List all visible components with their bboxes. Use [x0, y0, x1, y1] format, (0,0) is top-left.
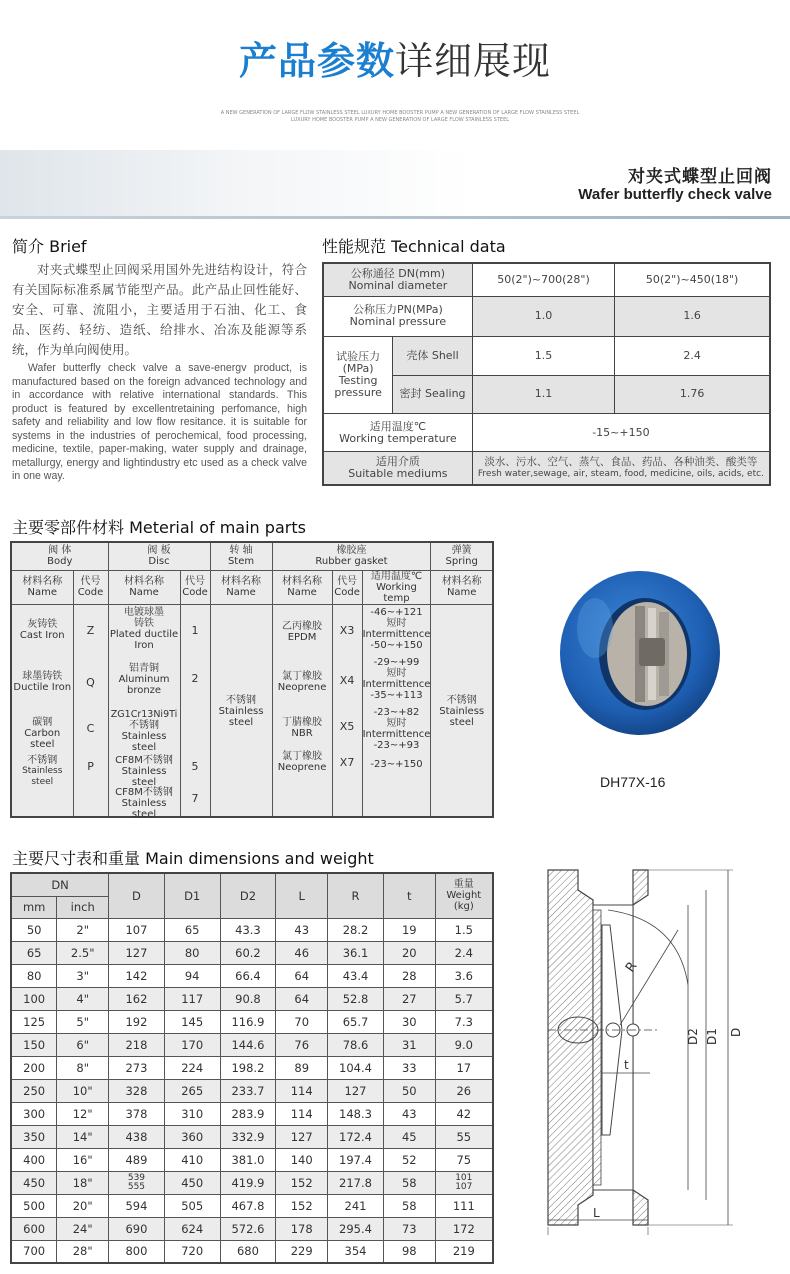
dims-cell-mm: 100	[11, 987, 57, 1010]
dims-cell-d2: 198.2	[220, 1056, 276, 1079]
dims-cell-t: 98	[383, 1240, 435, 1263]
tech-dn-b: 50(2")~450(18")	[615, 263, 770, 296]
tech-seal-label: 密封 Sealing	[393, 375, 473, 413]
tech-shell-a: 1.5	[472, 337, 614, 375]
dims-cell-d1: 450	[164, 1171, 220, 1194]
dims-cell-d1: 117	[164, 987, 220, 1010]
tech-table	[322, 262, 771, 486]
product-name-cn: 对夹式蝶型止回阀	[628, 167, 772, 187]
dims-cell-r: 65.7	[328, 1010, 384, 1033]
dims-cell-l: 152	[276, 1171, 328, 1194]
dims-cell-d2: 381.0	[220, 1148, 276, 1171]
dims-cell-inch: 2"	[57, 918, 109, 941]
parts-group-disc: 阀 板 Disc	[108, 542, 210, 570]
dims-cell-d2: 680	[220, 1240, 276, 1263]
dims-col-dn: DN	[11, 873, 109, 896]
dims-cell-r: 78.6	[328, 1033, 384, 1056]
tech-pn-b: 1.6	[615, 296, 770, 336]
tech-shell-label: 壳体 Shell	[393, 337, 473, 375]
dims-cell-inch: 20"	[57, 1194, 109, 1217]
dims-cell-d1: 170	[164, 1033, 220, 1056]
dims-col-mm: mm	[11, 896, 57, 918]
dims-cell-mm: 80	[11, 964, 57, 987]
dims-cell-weight: 17	[435, 1056, 493, 1079]
dims-cell-l: 76	[276, 1033, 328, 1056]
dims-col-d1: D1	[164, 873, 220, 918]
dims-cell-mm: 250	[11, 1079, 57, 1102]
valve-model: DH77X-16	[600, 774, 666, 790]
dims-cell-mm: 600	[11, 1217, 57, 1240]
dims-cell-inch: 4"	[57, 987, 109, 1010]
dims-cell-mm: 50	[11, 918, 57, 941]
tech-dn-a: 50(2")~700(28")	[472, 263, 614, 296]
dims-cell-t: 30	[383, 1010, 435, 1033]
dims-cell-l: 43	[276, 918, 328, 941]
dims-col-d2: D2	[220, 873, 276, 918]
dims-cell-d: 438	[109, 1125, 165, 1148]
dims-cell-r: 52.8	[328, 987, 384, 1010]
dims-cell-r: 354	[328, 1240, 384, 1263]
dims-cell-l: 70	[276, 1010, 328, 1033]
valve-illustration	[555, 568, 725, 738]
dims-cell-weight: 75	[435, 1148, 493, 1171]
parts-body-names: 灰铸铁 Cast Iron 球墨铸铁 Ductile Iron 碳钢 Carbon steel 不锈钢 Stainless steel	[11, 604, 73, 817]
tech-seal-b: 1.76	[615, 375, 770, 413]
dims-cell-t: 33	[383, 1056, 435, 1079]
banner-divider	[0, 216, 790, 219]
dims-cell-d1: 624	[164, 1217, 220, 1240]
dims-cell-weight: 5.7	[435, 987, 493, 1010]
dims-cell-d: 127	[109, 941, 165, 964]
dims-cell-mm: 300	[11, 1102, 57, 1125]
dims-cell-d: 107	[109, 918, 165, 941]
parts-disc-names: 电镀球墨 铸铁 Plated ductile Iron 铝青铜 Aluminum bronze ZG1Cr13Ni9Ti 不锈钢 Stainless steel CF8M不锈钢 Stainless steel CF8M不锈钢 Stainless steel	[108, 604, 180, 817]
dims-heading: 主要尺寸表和重量 Main dimensions and weight	[12, 849, 374, 868]
tech-heading: 性能规范 Technical data	[322, 237, 506, 256]
dims-cell-r: 172.4	[328, 1125, 384, 1148]
dims-cell-inch: 24"	[57, 1217, 109, 1240]
dims-cell-t: 19	[383, 918, 435, 941]
dims-cell-d: 378	[109, 1102, 165, 1125]
dims-cell-d: 162	[109, 987, 165, 1010]
parts-table	[10, 541, 494, 818]
dims-cell-d: 142	[109, 964, 165, 987]
parts-stem: 不锈钢 Stainless steel	[210, 604, 272, 817]
dims-cell-t: 73	[383, 1217, 435, 1240]
table-row	[11, 1056, 493, 1079]
dims-cell-t: 52	[383, 1148, 435, 1171]
table-row	[11, 1079, 493, 1102]
table-row	[11, 1240, 493, 1263]
dims-cell-d1: 80	[164, 941, 220, 964]
dims-cell-d: 218	[109, 1033, 165, 1056]
dims-col-r: R	[328, 873, 384, 918]
parts-group-spring: 弹簧 Spring	[431, 542, 493, 570]
dims-cell-d1: 94	[164, 964, 220, 987]
dim-t-label: t	[624, 1058, 629, 1072]
dims-cell-t: 45	[383, 1125, 435, 1148]
parts-heading: 主要零部件材料 Meterial of main parts	[12, 518, 306, 537]
dims-cell-inch: 18"	[57, 1171, 109, 1194]
dims-cell-t: 28	[383, 964, 435, 987]
dims-cell-d1: 310	[164, 1102, 220, 1125]
dims-cell-t: 50	[383, 1079, 435, 1102]
tagline	[120, 110, 680, 124]
dims-cell-d2: 60.2	[220, 941, 276, 964]
dims-cell-t: 58	[383, 1194, 435, 1217]
dims-cell-d: 594	[109, 1194, 165, 1217]
dims-cell-d1: 360	[164, 1125, 220, 1148]
dims-cell-l: 152	[276, 1194, 328, 1217]
dim-d2-label: D2	[686, 1028, 700, 1045]
parts-col-temp: 适用温度℃ Working temp	[362, 570, 431, 604]
parts-gasket-names: 乙丙橡胶 EPDM 氯丁橡胶 Neoprene 丁腈橡胶 NBR 氯丁橡胶 Neoprene	[272, 604, 332, 817]
dims-cell-r: 295.4	[328, 1217, 384, 1240]
dims-cell-t: 58	[383, 1171, 435, 1194]
dims-cell-mm: 350	[11, 1125, 57, 1148]
dims-rows	[11, 918, 493, 1263]
parts-disc-codes: 1 2 5 7	[180, 604, 210, 817]
dims-cell-weight: 9.0	[435, 1033, 493, 1056]
product-name-en: Wafer butterfly check valve	[578, 186, 772, 203]
dims-cell-l: 229	[276, 1240, 328, 1263]
parts-col-code: 代号 Code	[73, 570, 108, 604]
parts-col-name: 材料名称 Name	[272, 570, 332, 604]
dims-cell-inch: 12"	[57, 1102, 109, 1125]
tech-pn-label: 公称压力PN(MPa) Nominal pressure	[323, 296, 472, 336]
dims-col-l: L	[276, 873, 328, 918]
dims-cell-inch: 28"	[57, 1240, 109, 1263]
tech-shell-b: 2.4	[615, 337, 770, 375]
dims-cell-mm: 125	[11, 1010, 57, 1033]
parts-col-name: 材料名称 Name	[11, 570, 73, 604]
dims-cell-inch: 16"	[57, 1148, 109, 1171]
dims-cell-d2: 283.9	[220, 1102, 276, 1125]
dims-cell-weight: 55	[435, 1125, 493, 1148]
dims-cell-d1: 720	[164, 1240, 220, 1263]
tech-pn-a: 1.0	[472, 296, 614, 336]
table-row	[11, 941, 493, 964]
tech-test-label: 试验压力 (MPa) Testing pressure	[323, 337, 393, 414]
tech-media-label: 适用介质 Suitable mediums	[323, 452, 472, 485]
dims-cell-mm: 500	[11, 1194, 57, 1217]
dims-cell-t: 43	[383, 1102, 435, 1125]
dims-cell-mm: 400	[11, 1148, 57, 1171]
dims-cell-r: 43.4	[328, 964, 384, 987]
parts-col-name: 材料名称 Name	[431, 570, 493, 604]
valve-section-svg	[538, 865, 778, 1235]
dims-cell-d2: 43.3	[220, 918, 276, 941]
brief-text-en: Wafer butterfly check valve a save-energv product, is manufactured based on the foreign advanced technology and in accordance with relative international standards. This product is featured by excellentretaining perfomance, high safety and reliability and low flow resitance. it is suitable for systems in the industries of perochemical, food processing, medicine, textile, paper-making, water supply and drainage, metallurgy, energy and lightindustry etc used as a check valve in one way.	[12, 362, 307, 482]
dims-cell-d: 192	[109, 1010, 165, 1033]
table-row	[11, 1033, 493, 1056]
dims-cell-d2: 419.9	[220, 1171, 276, 1194]
dims-cell-weight: 172	[435, 1217, 493, 1240]
dims-cell-inch: 14"	[57, 1125, 109, 1148]
table-row	[11, 964, 493, 987]
parts-spring: 不锈钢 Stainless steel	[431, 604, 493, 817]
parts-col-name: 材料名称 Name	[108, 570, 180, 604]
parts-col-name: 材料名称 Name	[210, 570, 272, 604]
dims-cell-t: 20	[383, 941, 435, 964]
table-row	[11, 987, 493, 1010]
dims-cell-weight: 101 107	[435, 1171, 493, 1194]
dims-cell-inch: 10"	[57, 1079, 109, 1102]
dims-cell-weight: 2.4	[435, 941, 493, 964]
parts-gasket-codes: X3 X4 X5 X7	[332, 604, 362, 817]
dims-cell-r: 241	[328, 1194, 384, 1217]
dims-cell-d1: 265	[164, 1079, 220, 1102]
dims-cell-l: 114	[276, 1102, 328, 1125]
dims-cell-r: 197.4	[328, 1148, 384, 1171]
section-drawing	[538, 865, 778, 1235]
dims-cell-weight: 26	[435, 1079, 493, 1102]
dims-cell-inch: 2.5"	[57, 941, 109, 964]
dims-cell-d2: 572.6	[220, 1217, 276, 1240]
dims-cell-t: 31	[383, 1033, 435, 1056]
dims-cell-d1: 65	[164, 918, 220, 941]
dims-cell-l: 114	[276, 1079, 328, 1102]
dims-cell-r: 36.1	[328, 941, 384, 964]
dims-cell-d: 539 555	[109, 1171, 165, 1194]
table-row	[11, 1010, 493, 1033]
parts-group-stem: 转 轴 Stem	[210, 542, 272, 570]
dims-col-d: D	[109, 873, 165, 918]
dims-col-weight: 重量 Weight (kg)	[435, 873, 493, 918]
dims-cell-mm: 200	[11, 1056, 57, 1079]
tech-temp-value: -15~+150	[472, 413, 770, 451]
dims-cell-l: 127	[276, 1125, 328, 1148]
table-row	[11, 1217, 493, 1240]
table-row	[11, 1125, 493, 1148]
dims-cell-l: 64	[276, 964, 328, 987]
dims-cell-weight: 1.5	[435, 918, 493, 941]
dims-cell-mm: 700	[11, 1240, 57, 1263]
dims-cell-weight: 7.3	[435, 1010, 493, 1033]
dim-r-label: R	[622, 959, 641, 976]
page-title-highlight: 产品参数	[238, 39, 395, 83]
dims-cell-d: 489	[109, 1148, 165, 1171]
dims-cell-d2: 90.8	[220, 987, 276, 1010]
table-row	[11, 1194, 493, 1217]
dims-cell-d1: 145	[164, 1010, 220, 1033]
dims-cell-l: 64	[276, 987, 328, 1010]
parts-group-body: 阀 体 Body	[11, 542, 108, 570]
dims-cell-d1: 505	[164, 1194, 220, 1217]
parts-gasket-temps: -46~+121 短时 Intermittence -50~+150 -29~+99 短时 Intermittence -35~+113 -23~+82 短时 Intermittence -23~+93 -23~+150	[362, 604, 431, 817]
dims-cell-mm: 150	[11, 1033, 57, 1056]
dim-d1-label: D1	[705, 1028, 719, 1045]
dims-cell-l: 46	[276, 941, 328, 964]
table-row	[11, 1102, 493, 1125]
dims-cell-d: 800	[109, 1240, 165, 1263]
dims-cell-r: 148.3	[328, 1102, 384, 1125]
dims-cell-d: 328	[109, 1079, 165, 1102]
dims-cell-d2: 233.7	[220, 1079, 276, 1102]
dims-cell-l: 178	[276, 1217, 328, 1240]
dims-table	[10, 872, 494, 1264]
page-title	[0, 30, 790, 85]
dims-cell-weight: 111	[435, 1194, 493, 1217]
table-row	[11, 1148, 493, 1171]
brief-heading: 简介 Brief	[12, 237, 87, 256]
dims-cell-d: 273	[109, 1056, 165, 1079]
dims-cell-l: 89	[276, 1056, 328, 1079]
page-title-rest: 详细展现	[395, 39, 552, 83]
dims-cell-weight: 3.6	[435, 964, 493, 987]
dims-cell-d2: 116.9	[220, 1010, 276, 1033]
dims-cell-weight: 42	[435, 1102, 493, 1125]
valve-photo	[555, 568, 725, 738]
dims-cell-r: 104.4	[328, 1056, 384, 1079]
dims-col-inch: inch	[57, 896, 109, 918]
dims-cell-inch: 3"	[57, 964, 109, 987]
dims-cell-inch: 5"	[57, 1010, 109, 1033]
dims-cell-t: 27	[383, 987, 435, 1010]
tagline-line-1: A NEW GENERATION OF LARGE FLOW STAINLESS STEEL LUXURY HOME BOOSTER PUMP A NEW GENERATION OF LARGE FLOW STAINLESS STEEL	[220, 110, 580, 116]
dims-cell-mm: 65	[11, 941, 57, 964]
tagline-line-2: LUXURY HOME BOOSTER PUMP A NEW GENERATION OF LARGE FLOW STAINLESS STEEL	[290, 117, 510, 123]
tech-seal-a: 1.1	[472, 375, 614, 413]
parts-group-gasket: 橡胶座 Rubber gasket	[272, 542, 431, 570]
parts-col-code: 代号 Code	[332, 570, 362, 604]
tech-temp-label: 适用温度℃ Working temperature	[323, 413, 472, 451]
dims-cell-inch: 6"	[57, 1033, 109, 1056]
dims-cell-d2: 66.4	[220, 964, 276, 987]
parts-col-code: 代号 Code	[180, 570, 210, 604]
dim-l-label: L	[593, 1206, 600, 1220]
tech-dn-label: 公称通径 DN(mm) Nominal diameter	[323, 263, 472, 296]
parts-body-codes: Z Q C P	[73, 604, 108, 817]
dims-cell-r: 28.2	[328, 918, 384, 941]
dims-col-t: t	[383, 873, 435, 918]
brief-text-cn: 对夹式蝶型止回阀采用国外先进结构设计，符合有关国际标准系属节能型产品。此产品止回性能好、安全、可靠、流阻小，主要适用于石油、化工、食品、医药、轻纺、造纸、给排水、冶冻及能源等系统，作为单向阀使用。	[12, 262, 307, 357]
dims-cell-d2: 467.8	[220, 1194, 276, 1217]
table-row	[11, 918, 493, 941]
dims-cell-r: 217.8	[328, 1171, 384, 1194]
tech-media-value: 淡水、污水、空气、蒸气、食品、药品、各种油类、酸类等 Fresh water,sewage, air, steam, food, medicine, oils, acids, etc.	[472, 452, 770, 485]
dims-cell-d2: 144.6	[220, 1033, 276, 1056]
dims-cell-r: 127	[328, 1079, 384, 1102]
dims-cell-mm: 450	[11, 1171, 57, 1194]
dim-d-label: D	[729, 1027, 743, 1037]
dims-cell-d1: 410	[164, 1148, 220, 1171]
dims-cell-d1: 224	[164, 1056, 220, 1079]
dims-cell-d: 690	[109, 1217, 165, 1240]
dims-cell-l: 140	[276, 1148, 328, 1171]
dims-cell-weight: 219	[435, 1240, 493, 1263]
dims-cell-d2: 332.9	[220, 1125, 276, 1148]
table-row	[11, 1171, 493, 1194]
dims-cell-inch: 8"	[57, 1056, 109, 1079]
